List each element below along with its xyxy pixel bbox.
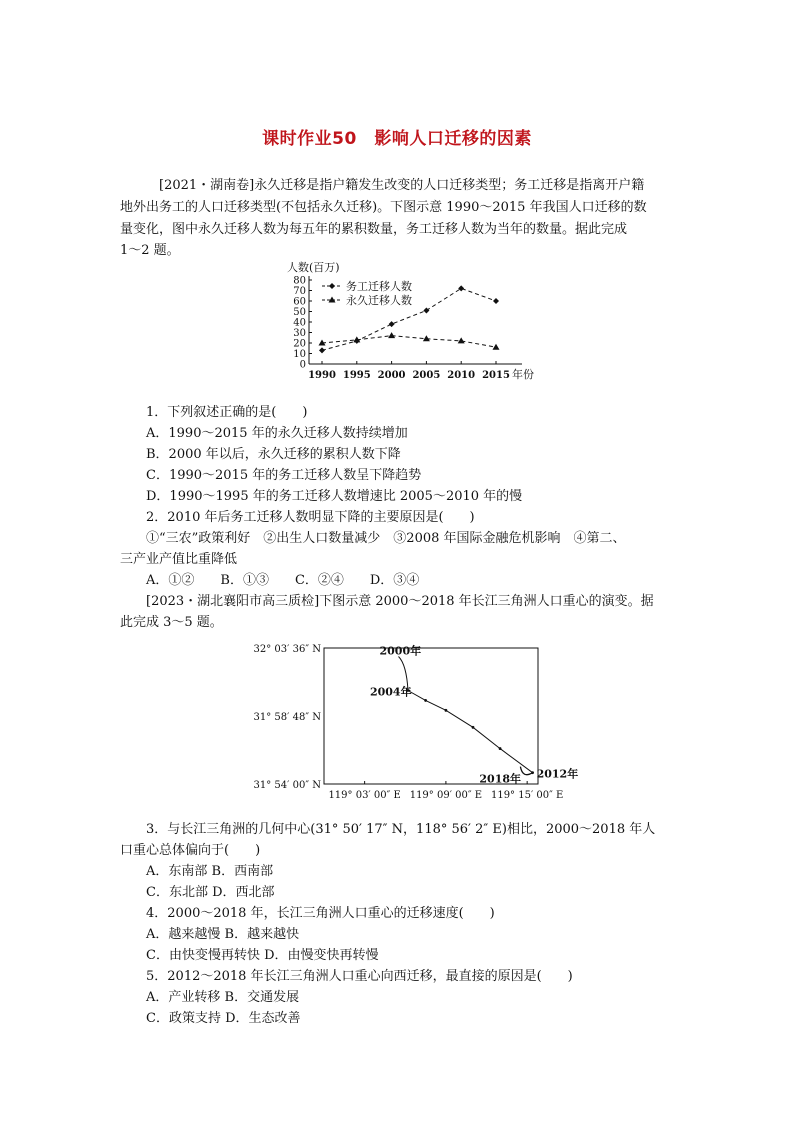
q3-options-cd: C．东北部 D．西北部 (146, 885, 275, 900)
x-tick-label: 1995 (342, 370, 371, 381)
path-point (531, 771, 534, 774)
data-point (423, 335, 430, 341)
y-tick-label: 20 (293, 338, 306, 350)
plot-frame (324, 648, 538, 784)
q3-stem-line1: 3．与长江三角洲的几何中心(31° 50′ 17″ N，118° 56′ 2″ E)相比，2000～2018 年人 (146, 822, 656, 837)
y-tick-label: 40 (293, 317, 306, 329)
data-point (458, 337, 465, 343)
y-axis-label: 人数(百万) (287, 261, 340, 274)
q1-option-a: A．1990～2015 年的永久迁移人数持续增加 (146, 426, 408, 441)
year-label: 2018年 (479, 772, 522, 786)
y-tick-label: 32° 03′ 36″ N (253, 644, 321, 655)
data-point (389, 321, 395, 327)
q2-items-line1: ①“三农”政策利好 ②出生人口数量减少 ③2008 年国际金融危机影响 ④第二、 (146, 531, 626, 546)
x-tick-label: 1990 (308, 370, 336, 381)
q4-options-ab: A．越来越慢 B．越来越快 (146, 927, 300, 942)
center-path (398, 657, 532, 773)
migration-line-chart (260, 256, 550, 392)
q3-stem-line2: 口重心总体偏向于( ) (120, 843, 261, 858)
series-line (322, 336, 496, 348)
x-tick-label: 2010 (447, 370, 476, 381)
q5-options-cd: C．政策支持 D．生态改善 (146, 1011, 301, 1026)
y-tick-label: 10 (293, 349, 306, 360)
year-label: 2004年 (369, 685, 412, 699)
q1-option-c: C．1990～2015 年的务工迁移人数呈下降趋势 (146, 468, 422, 483)
legend-entry: 永久迁移人数 (346, 294, 412, 307)
y-tick-label: 60 (293, 296, 306, 308)
data-point (423, 307, 429, 313)
page-title: 课时作业50 影响人口迁移的因素 (262, 129, 532, 149)
data-point (388, 332, 395, 338)
x-tick-label: 119° 15′ 00″ E (490, 790, 564, 801)
intro1-line4: 1～2 题。 (120, 243, 180, 258)
year-label: 2012年 (536, 767, 579, 781)
x-tick-label: 2000 (377, 370, 406, 381)
q4-options-cd: C．由快变慢再转快 D．由慢变快再转慢 (146, 948, 379, 963)
q2-stem: 2．2010 年后务工迁移人数明显下降的主要原因是( ) (146, 510, 475, 525)
x-tick-label: 2015 (482, 370, 510, 381)
y-tick-label: 31° 58′ 48″ N (253, 712, 321, 723)
intro1-line3: 量变化，图中永久迁移人数为每五年的累积数量，务工迁移人数为当年的数量。据此完成 (120, 222, 628, 237)
q5-stem: 5．2012～2018 年长江三角洲人口重心向西迁移，最直接的原因是( ) (146, 969, 573, 984)
year-label: 2000年 (379, 644, 422, 658)
path-point (444, 709, 447, 712)
y-tick-label: 50 (293, 307, 306, 318)
y-tick-label: 80 (293, 275, 306, 287)
y-tick-label: 30 (293, 328, 306, 339)
q4-stem: 4．2000～2018 年，长江三角洲人口重心的迁移速度( ) (146, 906, 495, 921)
data-point (319, 347, 325, 353)
data-point (458, 285, 464, 291)
q2-options: A．①② B．①③ C．②④ D．③④ (146, 573, 420, 588)
path-point (472, 726, 475, 729)
y-tick-label: 0 (299, 359, 306, 371)
x-tick-label: 119° 03′ 00″ E (328, 790, 401, 801)
population-center-chart (253, 640, 579, 810)
q1-option-b: B．2000 年以后，永久迁移的累积人数下降 (146, 447, 401, 462)
legend-marker (329, 283, 335, 289)
y-tick-label: 31° 54′ 00″ N (253, 780, 321, 791)
q3-options-ab: A．东南部 B．西南部 (146, 864, 274, 879)
q5-options-ab: A．产业转移 B．交通发展 (146, 990, 300, 1005)
x-axis-label: 年份 (512, 368, 534, 381)
x-tick-label: 2005 (412, 370, 441, 381)
path-point (499, 747, 502, 750)
q2-items-line2: 三产业产值比重降低 (120, 552, 238, 567)
q1-option-d: D．1990～1995 年的务工迁移人数增速比 2005～2010 年的慢 (146, 489, 523, 504)
x-tick-label: 119° 09′ 00″ E (409, 790, 483, 801)
path-point (424, 699, 427, 702)
data-point (493, 344, 500, 350)
legend-entry: 务工迁移人数 (346, 280, 412, 293)
intro2-line1: [2023・湖北襄阳市高三质检]下图示意 2000～2018 年长江三角洲人口重心的演变。据 (146, 594, 654, 609)
intro2-line2: 此完成 3～5 题。 (120, 615, 223, 630)
intro1-line2: 地外出务工的人口迁移类型(不包括永久迁移)。下图示意 1990～2015 年我国人口迁移的数 (120, 200, 647, 215)
q1-stem: 1．下列叙述正确的是( ) (146, 405, 308, 420)
intro1-line1: [2021・湖南卷]永久迁移是指户籍发生改变的人口迁移类型；务工迁移是指离开户籍 (159, 178, 645, 193)
y-tick-label: 70 (293, 286, 306, 297)
data-point (493, 298, 499, 304)
